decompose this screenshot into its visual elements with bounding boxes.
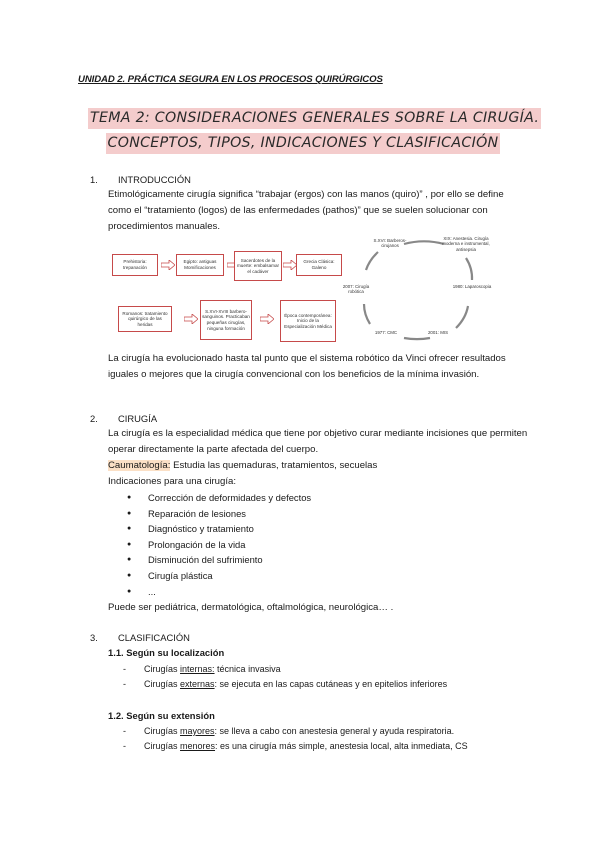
- topic-title-line-2: CONCEPTOS, TIPOS, INDICACIONES Y CLASIFICACIÓN: [106, 133, 501, 154]
- list-item: ● Corrección de deformidades y defectos: [128, 490, 311, 506]
- item-description: técnica invasiva: [214, 664, 281, 674]
- item-prefix: Cirugías: [144, 679, 181, 690]
- caumatologia-line: [108, 458, 528, 474]
- item-prefix: Cirugías: [144, 664, 181, 674]
- list-item: ● Diagnóstico y tratamiento: [128, 521, 311, 537]
- item-term: mayores: [180, 726, 215, 736]
- topic-title-line-1: TEMA 2: CONSIDERACIONES GENERALES SOBRE LA CIRUGÍA.: [88, 108, 541, 129]
- timeline-box: Sacerdotes de la muerte: embalsamar el cadáver: [234, 251, 282, 281]
- subsection-extension-heading: 1.2. Según su extensión: [108, 710, 215, 721]
- section-clasificacion-heading: [90, 632, 190, 643]
- item-prefix: Cirugías: [144, 726, 181, 736]
- subsection-localizacion-heading: 1.1. Según su localización: [108, 647, 225, 658]
- cycle-arrow: [456, 306, 468, 328]
- list-item: [120, 677, 447, 692]
- item-prefix: Cirugías: [144, 741, 181, 752]
- list-item: ● ...: [128, 584, 311, 600]
- item-description: : se lleva a cabo con anestesia general y ayuda respiratoria.: [214, 726, 455, 736]
- timeline-box: Romanos: tratamiento quirúrgico de las heridas: [118, 306, 172, 332]
- cycle-label: XIX: Anestesia. Cirugía moderna e instrumental, antisepsia: [442, 236, 490, 252]
- timeline-box: S.XVI-XVIII barbero-sanguinos. Practicaban pequeñas cirugías, ninguna formación: [200, 300, 252, 340]
- item-term: externas: [180, 679, 215, 690]
- list-item: [120, 724, 468, 739]
- cycle-label: 1977: CMC: [374, 330, 398, 335]
- cirugia-definition: La cirugía es la especialidad médica que tiene por objetivo curar mediante incisiones que permiten operar directamente la parte afectada del cuerpo.: [108, 428, 528, 455]
- cycle-label: 2001: MIS: [427, 330, 448, 335]
- cirugia-outro: Puede ser pediátrica, dermatológica, oftalmológica, neurológica… .: [108, 602, 394, 613]
- item-description: : es una cirugía más simple, anestesia local, alta inmediata, CS: [215, 741, 468, 752]
- section-number: 1.: [90, 174, 98, 185]
- item-term: internas:: [180, 664, 215, 674]
- caumatologia-definition: Estudia las quemaduras, tratamientos, secuelas: [170, 460, 378, 471]
- cycle-label: 1980: Laparoscopia: [452, 284, 492, 289]
- unit-header: UNIDAD 2. PRÁCTICA SEGURA EN LOS PROCESOS QUIRÚRGICOS: [78, 74, 383, 85]
- timeline-box: Prehistoria: trepanación: [112, 254, 158, 276]
- arrow-right-icon: [260, 314, 274, 324]
- list-item: ● Prolongación de la vida: [128, 537, 311, 553]
- arrow-right-icon: [184, 314, 198, 324]
- timeline-box: Época contemporánea: Inicio de la Especialización Médica: [280, 300, 336, 342]
- cycle-label: 2007: Cirugía robótica: [342, 284, 370, 295]
- intro-paragraph: Etimológicamente cirugía significa “trabajar (ergos) con las manos (quiro)” , por ello se define como el “tratamiento (logos) de las enfermedades (pathos)” que se suelen solucionar con procedimientos manuales.: [108, 189, 504, 232]
- section-number: 2.: [90, 413, 98, 424]
- timeline-box: Grecia Clásica: Galeno: [296, 254, 342, 276]
- arrow-right-icon: [161, 260, 175, 270]
- item-description: : se ejecuta en las capas cutáneas y en epitelios inferiores: [214, 679, 448, 690]
- list-item: ● Disminución del sufrimiento: [128, 552, 311, 568]
- extension-list: [120, 724, 468, 755]
- timeline-box: Egipto: antiguas Momificaciones: [176, 254, 224, 276]
- item-term: menores: [180, 741, 216, 752]
- cycle-arrow: [364, 304, 370, 324]
- localizacion-list: [120, 662, 447, 693]
- cycle-arrow: [404, 338, 430, 339]
- cycle-label: S.XVI: Barberos-cirujanos: [373, 238, 407, 249]
- topic-title: [88, 108, 540, 158]
- section-title: CIRUGÍA: [118, 413, 158, 424]
- section-cirugia-heading: [90, 413, 158, 424]
- arrow-right-icon: [283, 260, 297, 270]
- cycle-arrow: [366, 252, 378, 270]
- section-title: INTRODUCCIÓN: [118, 174, 191, 185]
- list-item: ● Reparación de lesiones: [128, 506, 311, 522]
- section-title: CLASIFICACIÓN: [118, 632, 190, 643]
- section-number: 3.: [90, 632, 98, 643]
- indicaciones-list: [128, 490, 311, 599]
- indicaciones-intro: Indicaciones para una cirugía:: [108, 476, 236, 487]
- list-item: ● Cirugía plástica: [128, 568, 311, 584]
- cycle-arrow: [466, 258, 472, 280]
- caumatologia-term: Caumatología:: [108, 460, 171, 471]
- section-introduccion-heading: [90, 174, 191, 185]
- list-item: [120, 739, 468, 754]
- list-item: [120, 662, 447, 677]
- intro-evolution-paragraph: La cirugía ha evolucionado hasta tal punto que el sistema robótico da Vinci ofrecer resultados iguales o mejores que la cirugía convencional con los beneficios de la mínima invasión.: [108, 353, 506, 380]
